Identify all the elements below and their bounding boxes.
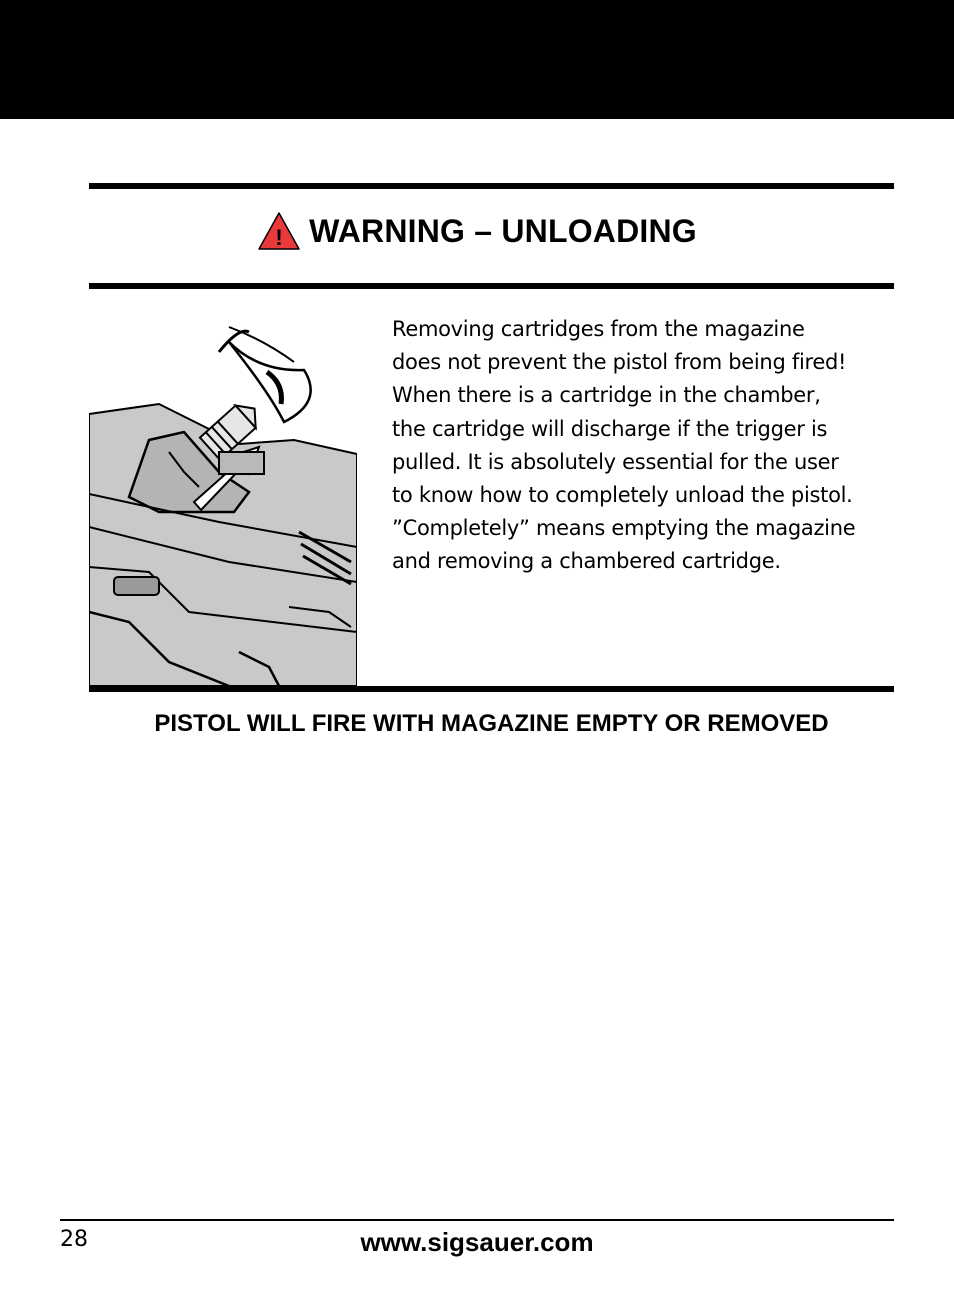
warning-triangle-icon — [257, 211, 301, 251]
body-line: When there is a cartridge in the chamber, — [392, 383, 821, 408]
body-line: pulled. It is absolutely essential for the user — [392, 449, 839, 474]
footer-rule — [60, 1219, 894, 1221]
body-line: ”Completely” means emptying the magazine — [392, 516, 856, 541]
body-line: Removing cartridges from the magazine — [392, 317, 805, 341]
body-line: and removing a chambered cartridge. — [392, 549, 781, 574]
bottom-rule — [89, 686, 894, 692]
body-line: does not prevent the pistol from being fired! — [392, 350, 847, 375]
unloading-explanation — [392, 313, 882, 579]
top-header-band — [0, 0, 954, 119]
mid-rule — [89, 283, 894, 289]
pistol-unloading-illustration — [89, 322, 357, 686]
warning-title: WARNING – UNLOADING — [309, 212, 697, 249]
svg-text:!: ! — [275, 225, 283, 250]
body-line: the cartridge will discharge if the trigger is — [392, 416, 828, 441]
fire-warning-caption: PISTOL WILL FIRE WITH MAGAZINE EMPTY OR REMOVED — [154, 710, 829, 737]
top-rule — [89, 183, 894, 189]
body-line: to know how to completely unload the pistol. — [392, 483, 853, 508]
warning-heading — [0, 206, 954, 256]
website-url: www.sigsauer.com — [360, 1227, 594, 1257]
page-number: 28 — [60, 1227, 88, 1252]
